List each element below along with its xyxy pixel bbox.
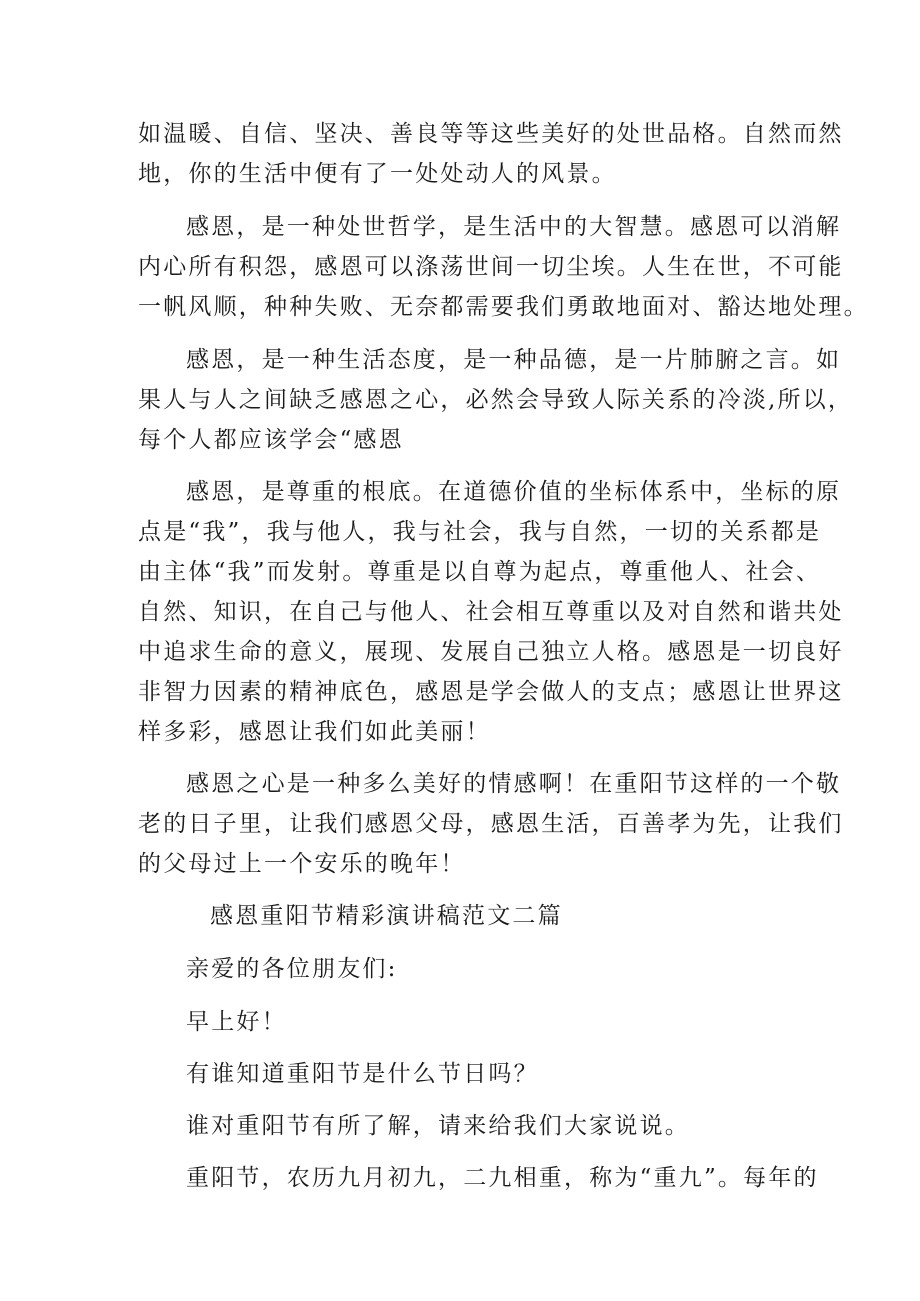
paragraph-3-line-3: 每个人都应该学会“感恩 xyxy=(138,427,404,453)
paragraph-4-line-2: 点是“我”，我与他人，我与社会，我与自然，一切的关系都是 xyxy=(138,519,822,545)
paragraph-2-line-3: 一帆风顺，种种失败、无奈都需要我们勇敢地面对、豁达地处理。 xyxy=(138,294,869,320)
paragraph-4-line-1: 感恩，是尊重的根底。在道德价值的坐标体系中，坐标的原 xyxy=(186,479,842,505)
paragraph-4-line-3: 由主体“我”而发射。尊重是以自尊为起点，尊重他人、社会、 xyxy=(138,559,822,585)
paragraph-5-line-3: 的父母过上一个安乐的晚年！ xyxy=(138,851,466,877)
paragraph-4-line-7: 样多彩，感恩让我们如此美丽！ xyxy=(138,719,491,745)
paragraph-5-line-1: 感恩之心是一种多么美好的情感啊！在重阳节这样的一个敬 xyxy=(186,771,842,797)
speech-line-3: 有谁知道重阳节是什么节日吗？ xyxy=(186,1061,539,1087)
paragraph-2-line-2: 内心所有积怨，感恩可以涤荡世间一切尘埃。人生在世，不可能 xyxy=(138,254,844,280)
paragraph-1-line-1: 如温暖、自信、坚决、善良等等这些美好的处世品格。自然而然 xyxy=(138,121,844,147)
paragraph-3-line-1: 感恩，是一种生活态度，是一种品德，是一片肺腑之言。如 xyxy=(186,347,842,373)
paragraph-4-line-6: 非智力因素的精神底色，感恩是学会做人的支点；感恩让世界这 xyxy=(138,679,844,705)
speech-line-1: 亲爱的各位朋友们: xyxy=(186,956,398,982)
speech-line-4: 谁对重阳节有所了解，请来给我们大家说说。 xyxy=(186,1113,690,1139)
paragraph-2-line-1: 感恩，是一种处世哲学，是生活中的大智慧。感恩可以消解 xyxy=(186,214,842,240)
paragraph-3-line-2: 果人与人之间缺乏感恩之心，必然会导致人际关系的冷淡,所以， xyxy=(138,387,854,413)
speech-line-5: 重阳节，农历九月初九，二九相重，称为“重九”。每年的 xyxy=(186,1165,819,1191)
paragraph-4-line-4: 自然、知识，在自己与他人、社会相互尊重以及对自然和谐共处 xyxy=(138,599,844,625)
section-heading: 感恩重阳节精彩演讲稿范文二篇 xyxy=(210,903,563,929)
paragraph-4-line-5: 中追求生命的意义，展现、发展自己独立人格。感恩是一切良好 xyxy=(138,639,844,665)
paragraph-5-line-2: 老的日子里，让我们感恩父母，感恩生活，百善孝为先，让我们 xyxy=(138,811,844,837)
speech-line-2: 早上好！ xyxy=(186,1009,287,1035)
paragraph-1-line-2: 地，你的生活中便有了一处处动人的风景。 xyxy=(138,161,617,187)
